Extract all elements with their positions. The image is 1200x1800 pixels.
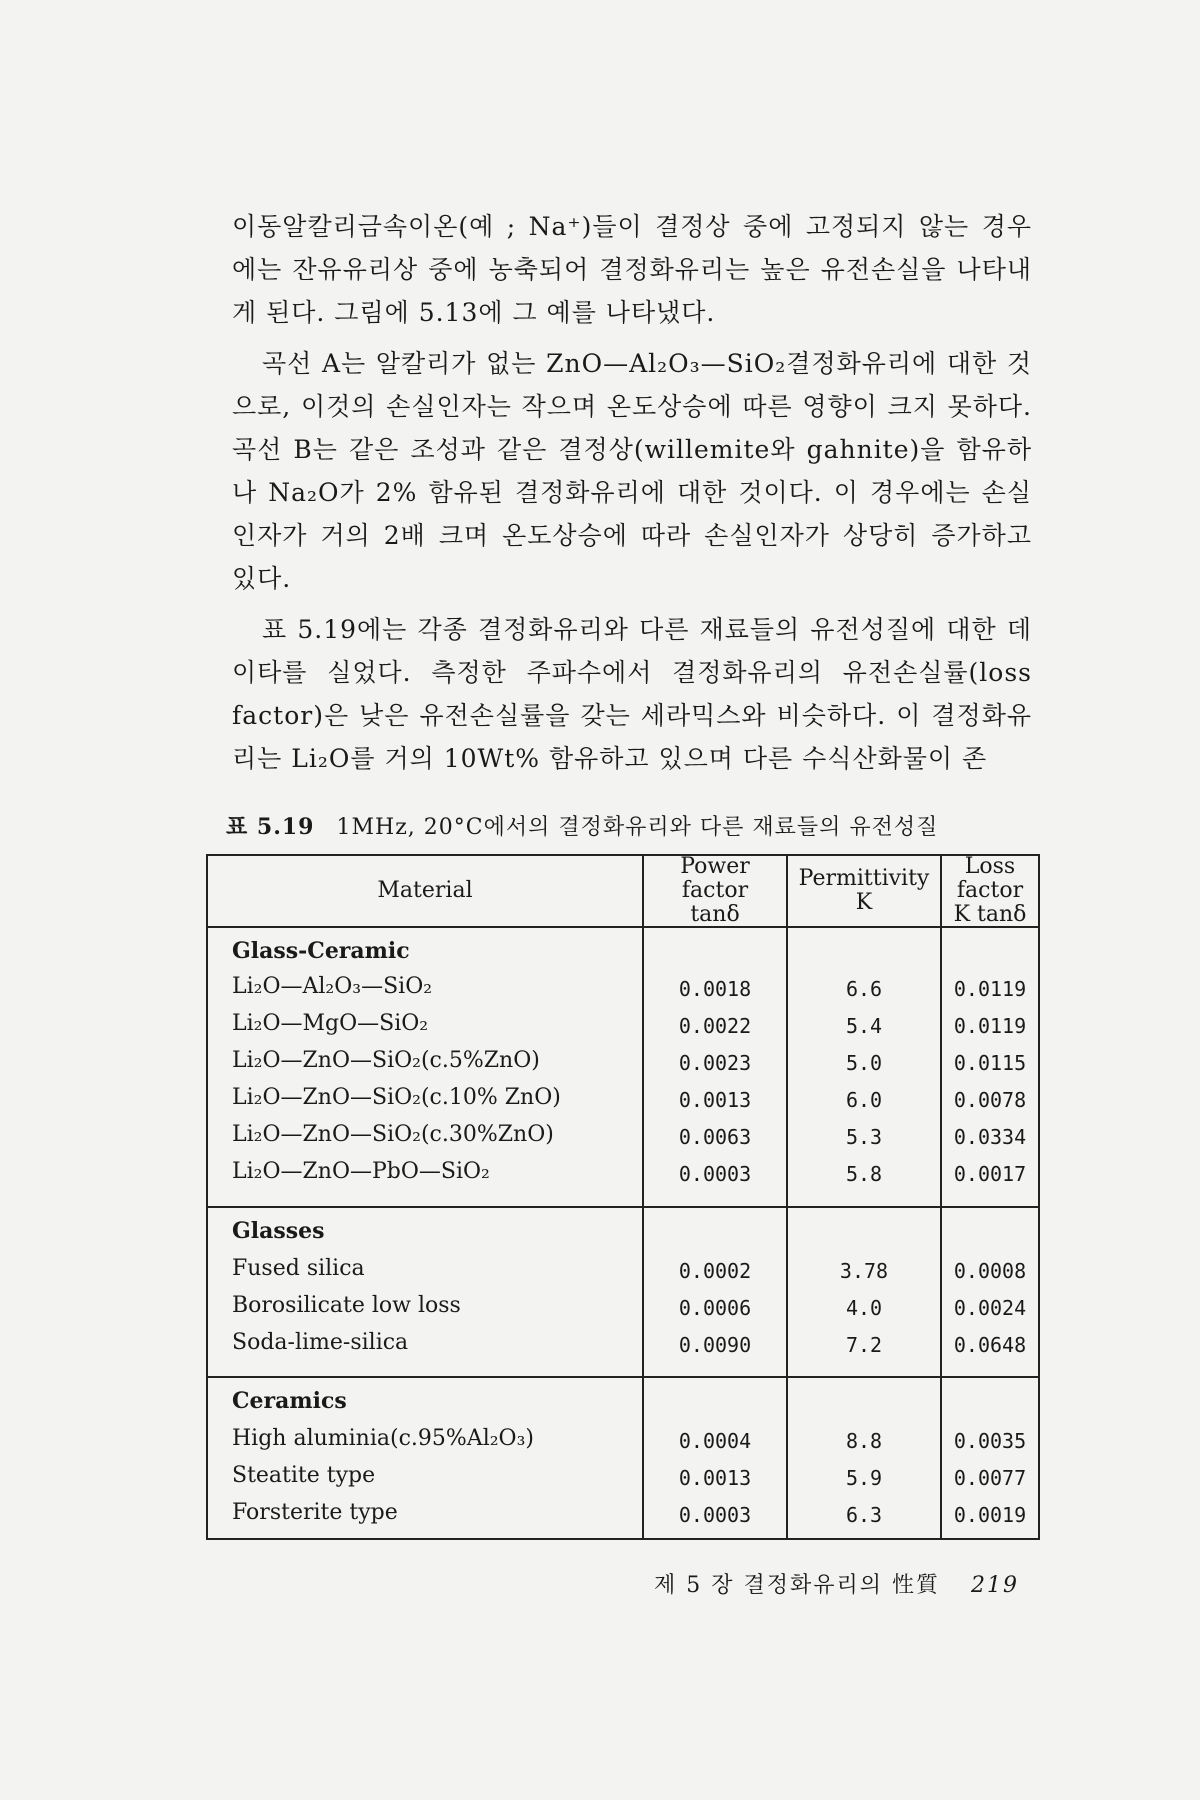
group-title-glasses: Glasses — [232, 1218, 325, 1244]
table-caption — [226, 810, 1026, 841]
group-title-glass-ceramic: Glass-Ceramic — [232, 938, 410, 964]
table-row: Fused silica 0.0002 3.78 0.0008 — [232, 1256, 1027, 1283]
table-row: Steatite type 0.0013 5.9 0.0077 — [232, 1463, 1027, 1490]
paragraph-3: 표 5.19에는 각종 결정화유리와 다른 재료들의 유전성질에 대한 데이타를 실었다. 측정한 주파수에서 결정화유리의 유전손실률(loss factor)은 낮은 유전손실률을 갖는 세라믹스와 비슷하다. 이 결정화유리는 Li₂O를 거의 10Wt% 함유하고 있으며 다른 수식산화물이 존 — [232, 615, 1032, 773]
paragraph-1: 이동알칼리금속이온(예 ; Na⁺)들이 결정상 중에 고정되지 않는 경우에는 잔유유리상 중에 농축되어 결정화유리는 높은 유전손실을 나타내게 된다. 그림에 5.13에 그 예를 나타냈다. — [232, 212, 1032, 327]
header-loss-factor: Loss factor K tanδ — [953, 854, 1027, 927]
table-row: Soda-lime-silica 0.0090 7.2 0.0648 — [232, 1330, 1027, 1357]
page-footer — [654, 1568, 1019, 1599]
body-text — [232, 205, 1032, 788]
header-permittivity: Permittivity K — [798, 866, 930, 915]
table-row: Forsterite type 0.0003 6.3 0.0019 — [232, 1500, 1027, 1527]
table-row: Li₂O—ZnO—SiO₂(c.5%ZnO) 0.0023 5.0 0.0115 — [232, 1048, 1027, 1075]
page-number: 219 — [971, 1573, 1019, 1598]
header-material: Material — [377, 878, 473, 903]
table-row: Li₂O—ZnO—SiO₂(c.10% ZnO) 0.0013 6.0 0.0078 — [232, 1085, 1027, 1112]
group-title-ceramics: Ceramics — [232, 1388, 347, 1414]
table-row: Li₂O—MgO—SiO₂ 0.0022 5.4 0.0119 — [232, 1011, 1027, 1038]
table-caption-text: 1MHz, 20°C에서의 결정화유리와 다른 재료들의 유전성질 — [336, 815, 939, 840]
chapter-title: 제 5 장 결정화유리의 性質 — [654, 1573, 940, 1598]
table-row: High aluminia(c.95%Al₂O₃) 0.0004 8.8 0.0035 — [232, 1426, 1027, 1453]
table-caption-number: 표 5.19 — [226, 814, 315, 840]
table-row: Li₂O—ZnO—PbO—SiO₂ 0.0003 5.8 0.0017 — [232, 1159, 1027, 1186]
dielectric-properties-table — [206, 854, 1040, 1540]
table-row: Borosilicate low loss 0.0006 4.0 0.0024 — [232, 1293, 1027, 1320]
header-rule — [208, 926, 1038, 928]
header-power-factor: Power factor tanδ — [680, 854, 750, 927]
group-rule — [208, 1376, 1038, 1378]
group-rule — [208, 1206, 1038, 1208]
table-row: Li₂O—Al₂O₃—SiO₂ 0.0018 6.6 0.0119 — [232, 974, 1027, 1001]
table-row: Li₂O—ZnO—SiO₂(c.30%ZnO) 0.0063 5.3 0.0334 — [232, 1122, 1027, 1149]
paragraph-2: 곡선 A는 알칼리가 없는 ZnO—Al₂O₃—SiO₂결정화유리에 대한 것으로, 이것의 손실인자는 작으며 온도상승에 따른 영향이 크지 못하다. 곡선 B는 같은 조성과 같은 결정상(willemite와 gahnite)을 함유하나 Na₂O가 2% 함유된 결정화유리에 대한 것이다. 이 경우에는 손실인자가 거의 2배 크며 온도상승에 따라 손실인자가 상당히 증가하고 있다. — [232, 349, 1032, 593]
